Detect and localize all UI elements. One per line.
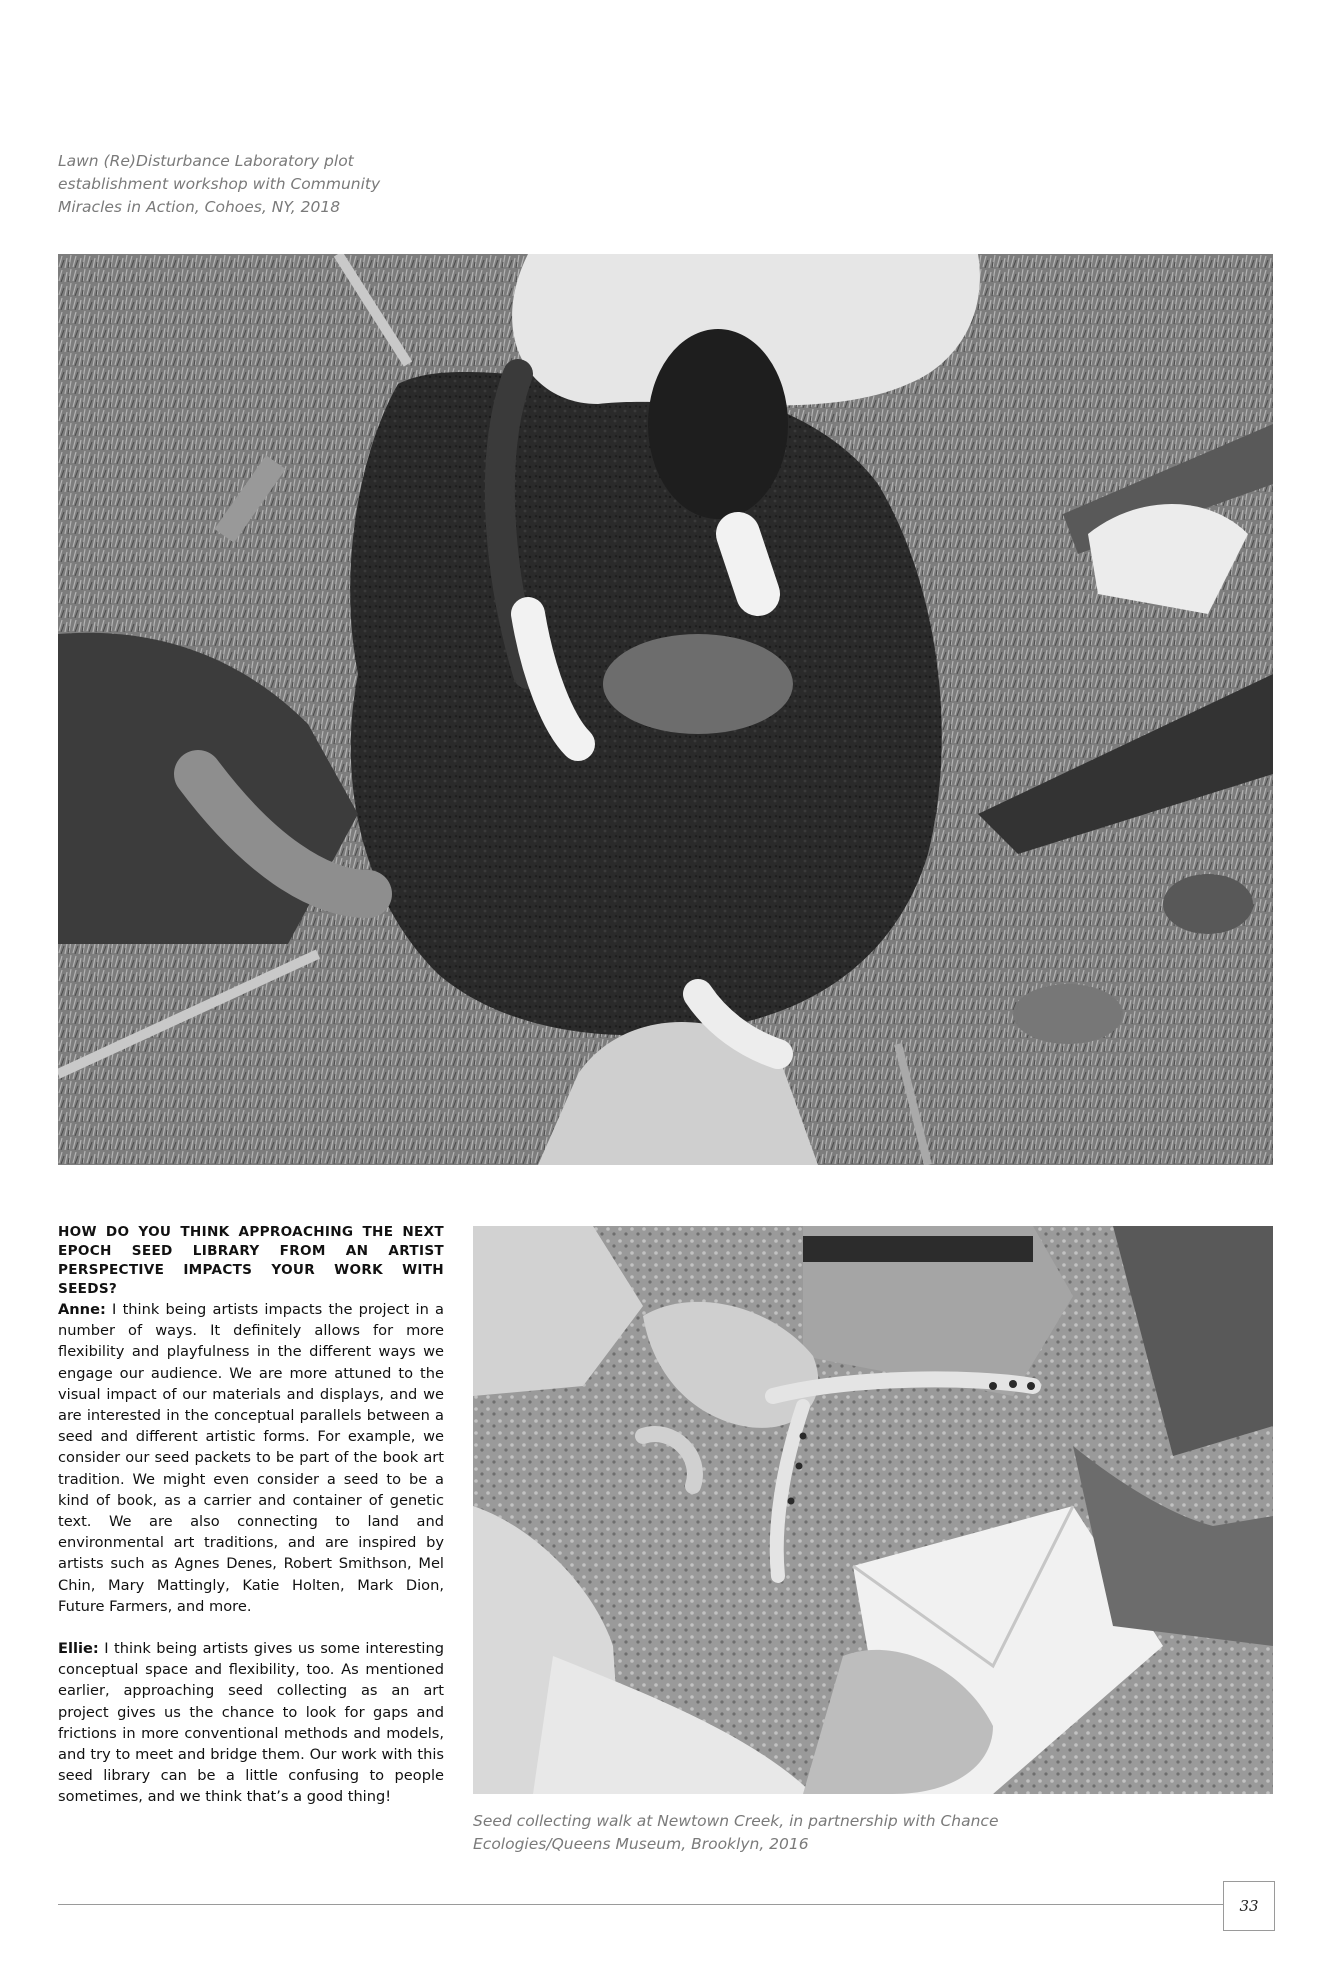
ellie-answer <box>58 1638 444 1808</box>
speaker-anne: Anne: <box>58 1301 106 1318</box>
speaker-ellie: Ellie: <box>58 1640 99 1658</box>
photo-garden-workshop <box>58 254 1273 1165</box>
photo-caption-bottom: Seed collecting walk at Newtown Creek, in partnership with Chance Ecologies/Queens Museum, Brooklyn, 2016 <box>473 1812 999 1853</box>
ellie-answer-text: I think being artists gives us some interesting conceptual space and flexibility, too. As mentioned earlier, approaching seed collecting as an art project gives us the chance to look for gaps and frictions in more conventional methods and models, and try to meet and bridge them. Our work with this seed library can be a little confusing to people sometimes, and we think that’s a good thing! <box>58 1640 444 1806</box>
anne-answer <box>58 1299 444 1617</box>
anne-answer-text: I think being artists impacts the project in a number of ways. It definitely allows for more flexibility and playfulness in the different ways we engage our audience. We are more attuned to the visual impact of our materials and displays, and we are interested in the conceptual parallels between a seed and different artistic forms. For example, we consider our seed packets to be part of the book art tradition. We might even consider a seed to be a kind of book, as a carrier and container of genetic text. We are also connecting to land and environmental art traditions, and are inspired by artists such as Agnes Denes, Robert Smithson, Mel Chin, Mary Mattingly, Katie Holten, Mark Dion, Future Farmers, and more. <box>58 1301 444 1615</box>
footer-rule <box>58 1904 1238 1905</box>
photo-seed-collecting <box>473 1226 1273 1794</box>
page-number: 33 <box>1223 1881 1275 1931</box>
interview-question: HOW DO YOU THINK APPROACHING THE NEXT EPOCH SEED LIBRARY FROM AN ARTIST PERSPECTIVE IMPACTS YOUR WORK WITH SEEDS? <box>58 1224 444 1297</box>
interview-text <box>58 1223 444 1808</box>
photo-caption-top: Lawn (Re)Disturbance Laboratory plot establishment workshop with Community Miracles in Action, Cohoes, NY, 2018 <box>58 152 381 216</box>
